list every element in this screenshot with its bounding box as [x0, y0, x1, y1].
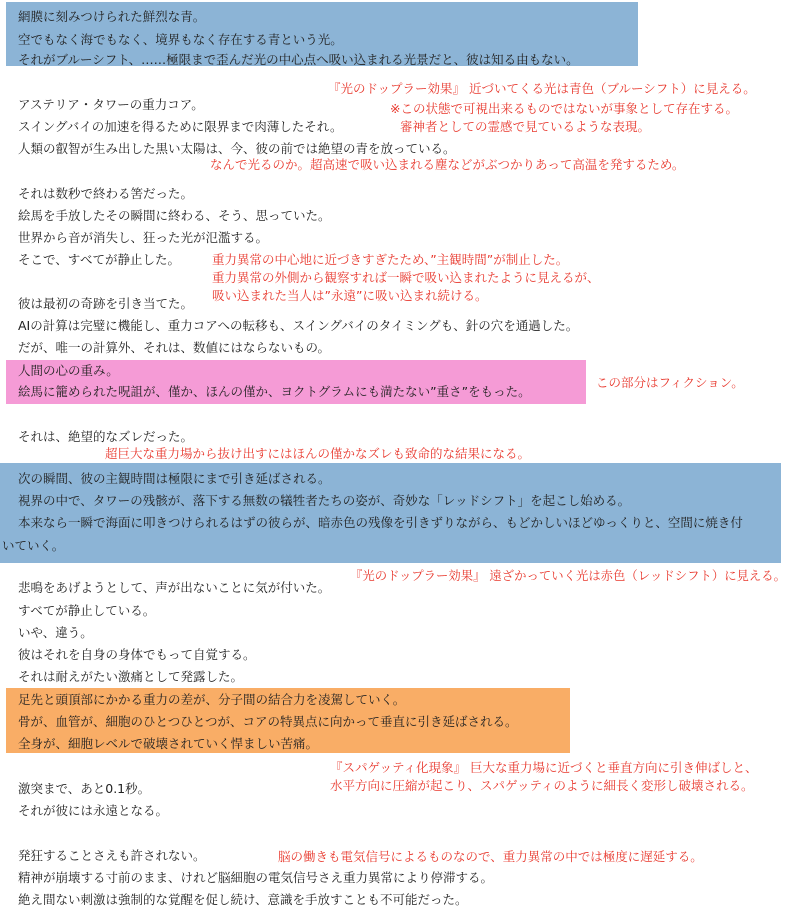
story-line: そこで、すべてが静止した。	[18, 252, 181, 267]
story-line: それがブルーシフト、……極限まで歪んだ光の中心点へ吸い込まれる光景だと、彼は知る由もない。	[18, 52, 579, 67]
story-line: 全身が、細胞レベルで破壊されていく悍ましい苦痛。	[18, 736, 319, 751]
story-line: すべてが静止している。	[18, 603, 156, 618]
story-line: 絵馬に籠められた呪詛が、僅か、ほんの僅か、ヨクトグラムにも満たない”重さ”をもった。	[18, 384, 531, 399]
story-line: AIの計算は完璧に機能し、重力コアへの転移も、スイングバイのタイミングも、針の穴を通過した。	[18, 318, 579, 333]
story-line: それが彼には永遠となる。	[18, 803, 169, 818]
annotation-doppler-blue: ※この状態で可視出来るものではないが事象として存在する。	[390, 101, 738, 116]
story-line: 悲鳴をあげようとして、声が出ないことに気が付いた。	[18, 580, 331, 595]
story-line: 激突まで、あと0.1秒。	[18, 781, 151, 796]
story-line: 空でもなく海でもなく、境界もなく存在する青という光。	[18, 32, 343, 47]
story-line: 人類の叡智が生み出した黒い太陽は、今、彼の前では絶望の青を放っている。	[18, 141, 456, 156]
story-line: いていく。	[2, 538, 65, 553]
story-line: それは数秒で終わる筈だった。	[18, 186, 194, 201]
story-line: 視界の中で、タワーの残骸が、落下する無数の犠牲者たちの姿が、奇妙な「レッドシフト」を起こし始める。	[18, 493, 631, 508]
annotation-subjective-time: 吸い込まれた当人は”永遠”に吸い込まれ続ける。	[212, 288, 488, 303]
story-line: 人間の心の重み。	[18, 363, 119, 378]
annotation-why-glow: なんで光るのか。超高速で吸い込まれる塵などがぶつかりあって高温を発するため。	[210, 157, 685, 172]
annotation-fiction: この部分はフィクション。	[596, 375, 744, 390]
story-line: それは、絶望的なズレだった。	[18, 429, 194, 444]
annotation-spaghetti: 『スパゲッティ化現象』 巨大な重力場に近づくと垂直方向に引き伸ばしと、	[330, 760, 758, 775]
story-line: アステリア・タワーの重力コア。	[18, 97, 204, 112]
story-line: 次の瞬間、彼の主観時間は極限にまで引き延ばされる。	[18, 471, 331, 486]
story-line: 彼は最初の奇跡を引き当てた。	[18, 296, 194, 311]
story-line: 絶え間ない刺激は強制的な覚醒を促し続け、意識を手放すことも不可能だった。	[18, 892, 468, 907]
story-line: いや、違う。	[18, 625, 93, 640]
story-line: 絵馬を手放したその瞬間に終わる、そう、思っていた。	[18, 208, 331, 223]
story-line: 足先と頭頂部にかかる重力の差が、分子間の結合力を凌駕していく。	[18, 692, 406, 707]
annotation-doppler-blue: 審神者としての霊感で見ているような表現。	[400, 119, 651, 134]
story-line: スイングバイの加速を得るために限界まで肉薄したそれ。	[18, 119, 343, 134]
story-line: 骨が、血管が、細胞のひとつひとつが、コアの特異点に向かって垂直に引き延ばされる。	[18, 714, 518, 729]
story-line: 網膜に刻みつけられた鮮烈な青。	[18, 9, 206, 24]
story-line: 発狂することさえも許されない。	[18, 848, 206, 863]
annotation-doppler-blue: 『光のドップラー効果』 近づいてくる光は青色（ブルーシフト）に見える。	[328, 81, 756, 96]
annotation-doppler-red: 『光のドップラー効果』 遠ざかっていく光は赤色（レッドシフト）に見える。	[350, 568, 787, 583]
annotation-subjective-time: 重力異常の中心地に近づきすぎたため、”主観時間”が制止した。	[212, 252, 569, 267]
annotation-brain-signal: 脳の働きも電気信号によるものなので、重力異常の中では極度に遅延する。	[278, 849, 703, 864]
annotation-spaghetti: 水平方向に圧縮が起こり、スパゲッティのように細長く変形し破壊される。	[330, 778, 754, 793]
story-line: 世界から音が消失し、狂った光が氾濫する。	[18, 230, 269, 245]
story-line: 彼はそれを自身の身体でもって自覚する。	[18, 647, 256, 662]
annotation-subjective-time: 重力異常の外側から観察すれば一瞬で吸い込まれたように見えるが、	[212, 270, 600, 285]
annotation-deviation: 超巨大な重力場から抜け出すにはほんの僅かなズレも致命的な結果になる。	[105, 446, 531, 461]
story-line: それは耐えがたい激痛として発露した。	[18, 669, 244, 684]
story-line: 本来なら一瞬で海面に叩きつけられるはずの彼らが、暗赤色の残像を引きずりながら、もどかしいほどゆっくりと、空間に焼き付	[18, 515, 743, 530]
story-line: だが、唯一の計算外、それは、数値にはならないもの。	[18, 340, 331, 355]
story-line: 精神が崩壊する寸前のまま、けれど脳細胞の電気信号さえ重力異常により停滞する。	[18, 870, 494, 885]
